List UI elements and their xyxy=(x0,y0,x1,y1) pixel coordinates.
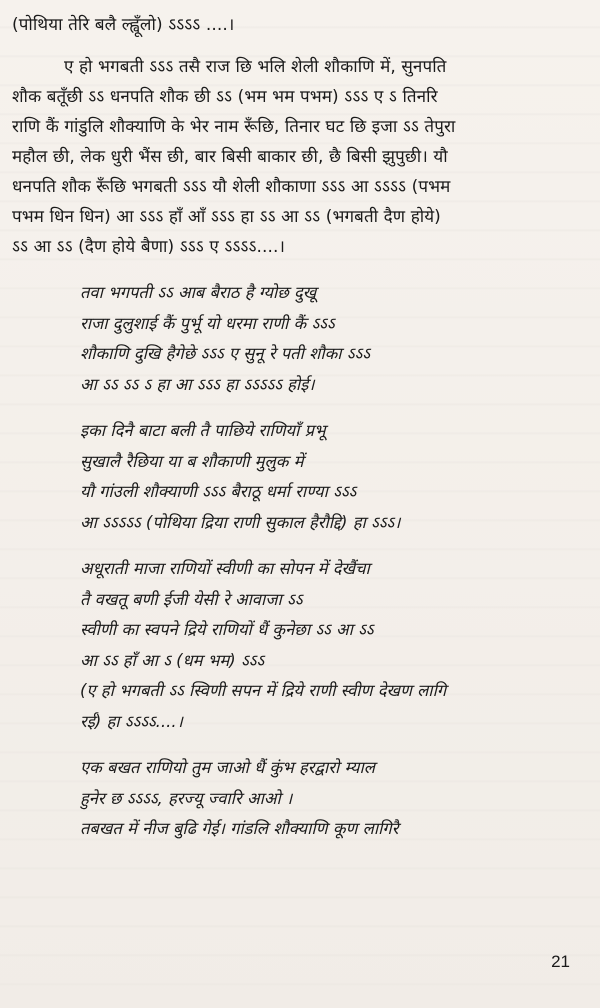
verse-2-line-1: इका दिनै बाटा बली तै पाछिये राणियाँ प्रभू xyxy=(80,421,326,440)
verse-2-line-4: आ ऽऽऽऽऽ (पोथिया द्रिया राणी सुकाल हैरौद्दि) हा ऽऽऽ। xyxy=(80,512,401,532)
verse-4-line-1: एक बखत राणियो तुम जाओ धैं कुंभ हरद्वारो म्याल xyxy=(80,758,375,777)
verse-3-line-4: आ ऽऽ हाँ आ ऽ (धम भम) ऽऽऽ xyxy=(80,650,265,670)
verse-2-line-3: यौ गांउली शौक्याणी ऽऽऽ बैराठू धर्मा राण्या ऽऽऽ xyxy=(80,482,357,501)
prose-line-5: महौल छी, लेक धुरी भैंस छी, बार बिसी बाकार छी, छै बिसी झुपुछी। यौ xyxy=(12,147,448,167)
verse-3-line-2: तै वखतू बणी ईजी येसी रे आवाजा ऽऽ xyxy=(80,589,303,609)
verse-3-line-3: स्वीणी का स्वपने द्रिये राणियों धैं कुनेछा ऽऽ आ ऽऽ xyxy=(80,620,374,639)
verse-3-line-6: रई) हा ऽऽऽऽ....। xyxy=(80,711,183,731)
prose-line-6: धनपति शौक रूँछि भगबती ऽऽऽ यौ शेली शौकाणा ऽऽऽ आ ऽऽऽऽ (पभम xyxy=(12,177,451,197)
verse-3-line-5: (ए हो भगबती ऽऽ स्विणी सपन में द्रिये राणी स्वीण देखण लागि xyxy=(80,681,447,700)
prose-line-7: पभम धिन धिन) आ ऽऽऽ हाँ आँ ऽऽऽ हा ऽऽ आ ऽऽ (भगबती दैण होये) xyxy=(12,207,441,227)
prose-line-3: शौक बतूँछी ऽऽ धनपति शौक छी ऽऽ (भम भम पभम) ऽऽऽ ए ऽ तिनरि xyxy=(12,87,438,107)
verse-1-line-2: राजा दुलुशाई कैं पुर्भू यो धरमा राणी कैं ऽऽऽ xyxy=(80,313,335,333)
verse-4-line-2: हुनेर छ ऽऽऽऽ, हरज्यू ज्वारि आओ । xyxy=(80,788,293,808)
verse-1-line-1: तवा भगपती ऽऽ आब बैराठ है ग्योछ दुखू xyxy=(80,283,317,302)
verse-3-line-1: अधूराती माजा राणियों स्वीणी का सोपन में देखैंचा xyxy=(80,559,370,578)
verse-1-line-4: आ ऽऽ ऽऽ ऽ हा आ ऽऽऽ हा ऽऽऽऽऽ होई। xyxy=(80,374,315,394)
prose-line-4: राणि कैं गांडुलि शौक्याणि के भेर नाम रूँछि, तिनार घट छि इजा ऽऽ तेपुरा xyxy=(12,117,456,137)
page-number: 21 xyxy=(551,952,570,971)
verse-4-line-3: तबखत में नीज बुढि गेई। गांडलि शौक्याणि कूण लागिरै xyxy=(80,819,399,838)
prose-line-8: ऽऽ आ ऽऽ (दैण होये बैणा) ऽऽऽ ए ऽऽऽऽ....। xyxy=(12,237,286,257)
prose-line-1: (पोथिया तेरि बलै ल्ह्वूँलो) ऽऽऽऽ ....। xyxy=(12,15,235,35)
prose-line-2: ए हो भगबती ऽऽऽ तसै राज छि भलि शेली शौकाणि में, सुनपति xyxy=(64,57,447,77)
verse-2-line-2: सुखालै रैछिया या ब शौकाणी मुलुक में xyxy=(80,451,304,471)
page-text xyxy=(12,10,578,845)
verse-1-line-3: शौकाणि दुखि हैगेछे ऽऽऽ ए सुनू रे पती शौका ऽऽऽ xyxy=(80,344,370,363)
